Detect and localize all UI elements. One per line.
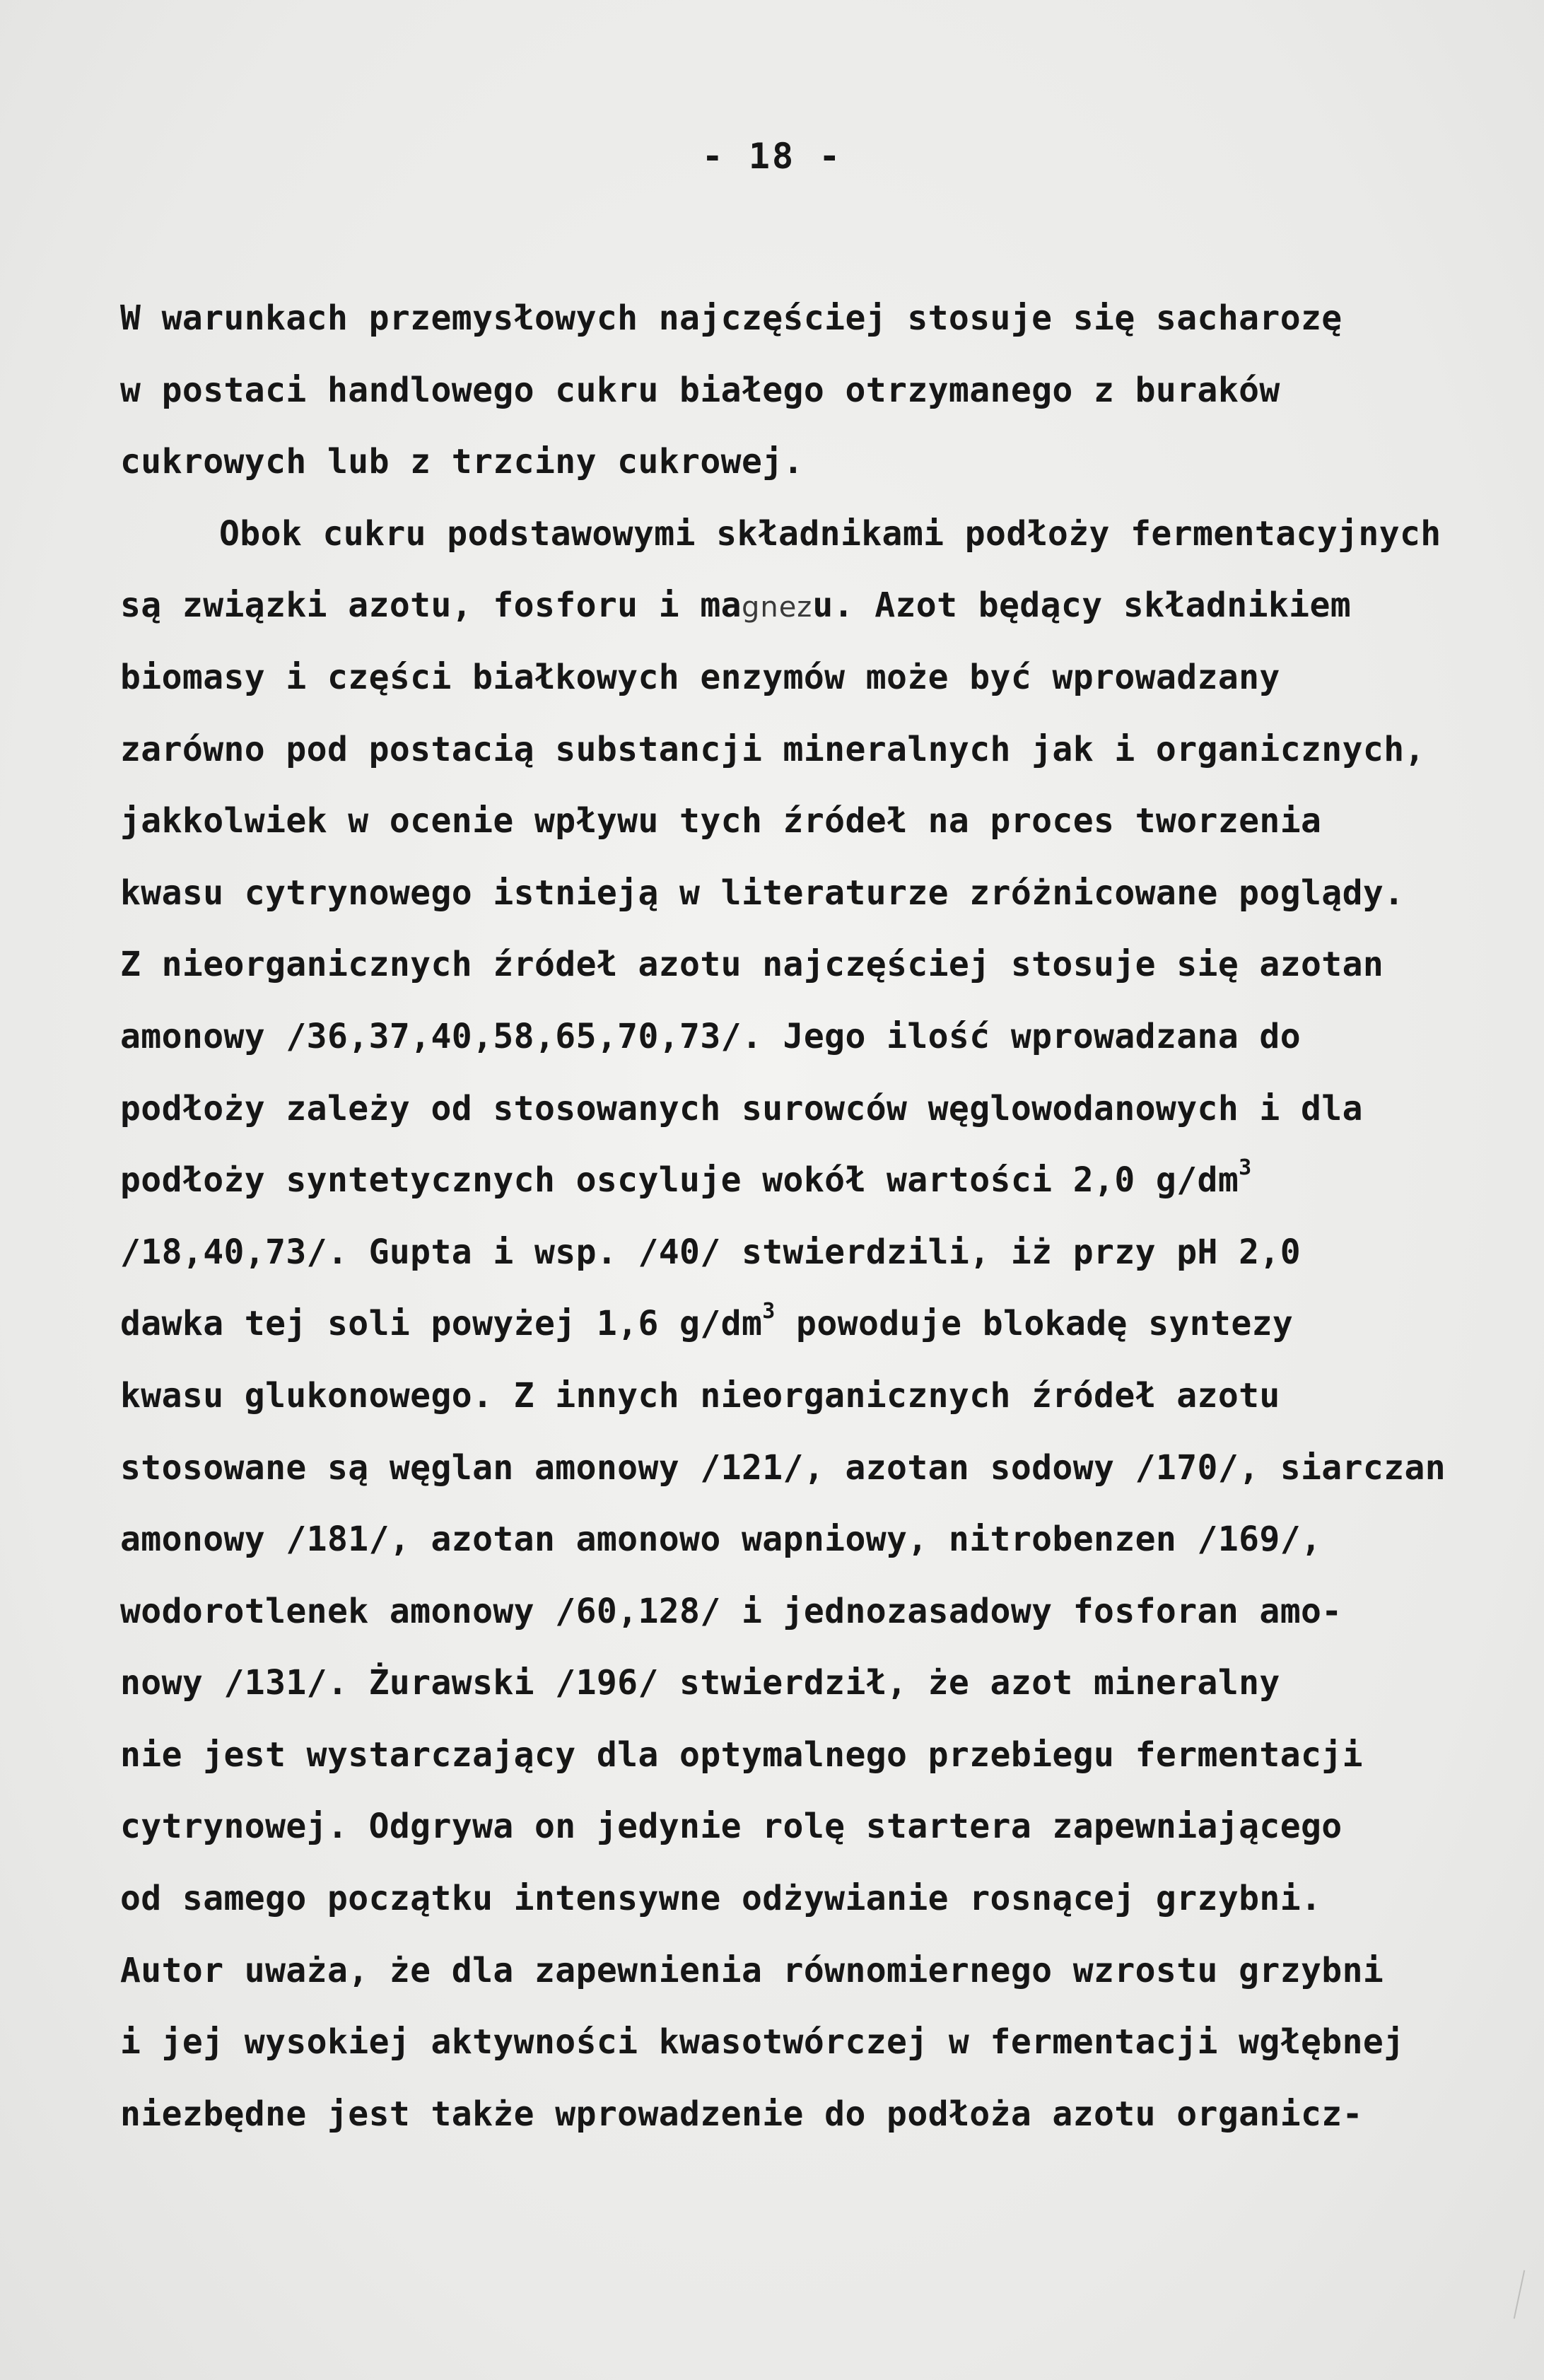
text-line: cytrynowej. Odgrywa on jedynie rolę startera zapewniającego [120,1807,1343,1847]
text-fragment: białkowych enzymów może być wprowadzany [472,657,1280,697]
text-line: stosowane są węglan amonowy /121/, azotan sodowy /170/, siarczan [120,1447,1446,1488]
superscript: 3 [762,1299,776,1324]
text-line [120,570,1527,642]
text-fragment: są związki azotu, fosforu i ma [120,585,742,626]
text-line: W warunkach przemysłowych najczęściej stosuje się sacharozę [120,298,1343,338]
text-fragment: u. Azot będący składnikiem [812,585,1352,626]
text-line [120,1145,1527,1217]
text-line: jakkolwiek w ocenie wpływu tych źródeł na proces tworzenia [120,801,1322,841]
text-fragment: podłoży syntetycznych oscyluje wokół wartości 2,0 g/dm [120,1160,1239,1201]
text-line: Z nieorganicznych źródeł azotu najczęściej stosuje się azotan [120,945,1384,985]
text-line: wodorotlenek amonowy /60,128/ i jednozasadowy fosforan amo- [120,1591,1343,1631]
text-line: amonowy /36,37,40,58,65,70,73/. Jego ilość wprowadzana do [120,1016,1302,1056]
text-fragment: biomasy i części [120,657,452,697]
superscript: 3 [1239,1155,1252,1181]
text-line: w postaci handlowego cukru białego otrzymanego z buraków [120,370,1280,410]
text-line: amonowy /181/, azotan amonowo wapniowy, nitrobenzen /169/, [120,1519,1322,1560]
text-line: nie jest wystarczający dla optymalnego przebiegu fermentacji [120,1734,1363,1775]
text-line [120,642,1527,714]
text-line: podłoży zależy od stosowanych surowców węglowodanowych i dla [120,1088,1363,1128]
text-line: Autor uważa, że dla zapewnienia równomiernego wzrostu grzybni [120,1950,1384,1990]
paper-scratch-mark [1514,2270,1526,2319]
text-line: kwasu cytrynowego istnieją w literaturze zróżnicowane poglądy. [120,873,1405,913]
text-line: kwasu glukonowego. Z innych nieorganicznych źródeł azotu [120,1375,1280,1416]
page-number: - 18 - [701,136,843,177]
text-line: od samego początku intensywne odżywianie rosnącej grzybni. [120,1879,1322,1919]
text-line: i jej wysokiej aktywności kwasotwórczej w fermentacji wgłębnej [120,2022,1405,2063]
text-body [120,283,1527,2150]
text-fragment: powoduje blokadę syntezy [796,1304,1294,1344]
handwritten-correction: gnez [741,591,813,624]
text-line: niezbędne jest także wprowadzenie do podłoża azotu organicz- [120,2094,1363,2134]
text-line: zarówno pod postacią substancji mineralnych jak i organicznych, [120,729,1425,769]
text-line: /18,40,73/. Gupta i wsp. /40/ stwierdzili, iż przy pH 2,0 [120,1232,1302,1272]
text-line: cukrowych lub z trzciny cukrowej. [120,442,804,482]
text-line: nowy /131/. Żurawski /196/ stwierdził, że azot mineralny [120,1663,1280,1703]
text-line [120,1288,1527,1360]
text-line: Obok cukru podstawowymi składnikami podłoży fermentacyjnych [219,513,1441,554]
text-fragment: dawka tej soli powyżej 1,6 g/dm [120,1304,763,1344]
